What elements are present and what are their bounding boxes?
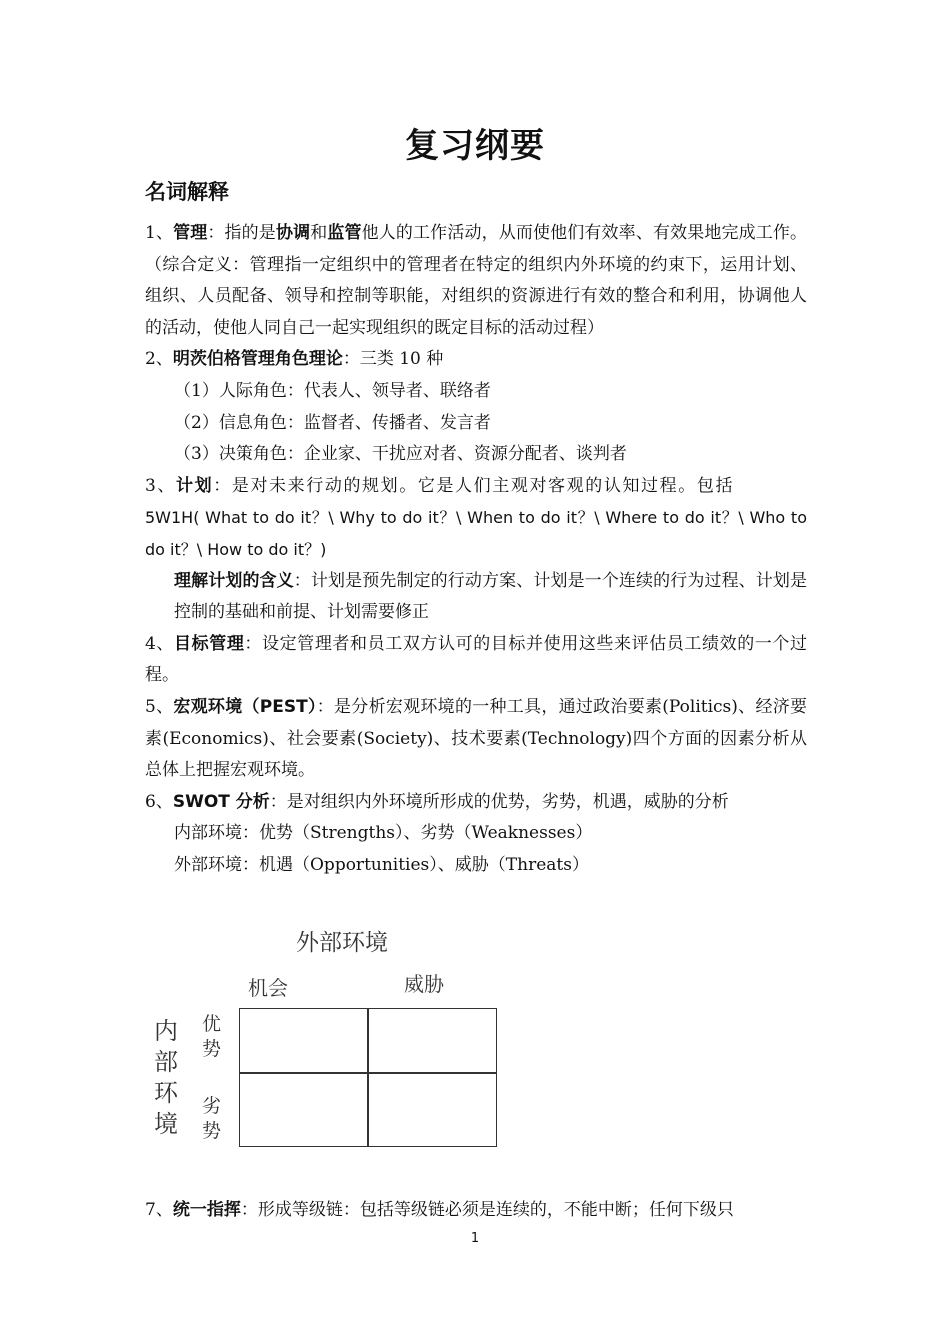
item-5-term: 宏观环境（PEST） [173, 696, 317, 717]
item-1-bold-a: 协调 [275, 223, 311, 243]
swot-row-weakness: 劣势 [202, 1095, 222, 1142]
item-4-text: 设定管理者和员工双方认可的目标并使用这些来评估员工绩效的一个过程。 [145, 633, 808, 686]
item-6-colon: ： [269, 791, 287, 812]
swot-top-label: 外部环境 [296, 930, 388, 956]
item-2-text: 三类 10 种 [359, 349, 444, 370]
item-2-sub-2: （2）信息角色：监督者、传播者、发言者 [174, 412, 491, 433]
item-1-term: 管理 [173, 223, 208, 243]
item-1-bold-b: 监管 [327, 223, 362, 243]
item-5-colon: ： [316, 696, 335, 717]
item-3-text: 是对未来行动的规划。它是人们主观对客观的认知过程。包括 [231, 475, 735, 496]
item-6-sub-1: 内部环境：优势（Strengths）、劣势（Weaknesses） [174, 823, 593, 844]
swot-row-strength: 优势 [202, 1013, 222, 1060]
swot-col-opportunity: 机会 [248, 976, 288, 1000]
swot-grid-divider-horizontal [240, 1072, 496, 1074]
swot-side-label: 内部环境 [154, 1017, 178, 1138]
item-5-text: 是分析宏观环境的一种工具，通过政治要素(Politics)、经济要素(Economics)、社会要素(Society)、技术要素(Technology)四个方面的因素分析从总体上把握宏观环境。 [145, 696, 808, 781]
item-2-paragraph [145, 344, 807, 376]
page-number: 1 [470, 1231, 480, 1246]
item-1-text-c: 他人的工作活动，从而使他们有效率、有效果地完成工作。（综合定义：管理指一定组织中的管理者在特定的组织内外环境的约束下，运用计划、组织、人员配备、领导和控制等职能，对组织的资源进行有效的整合和利用，协调他人的活动，使他人同自己一起实现组织的既定目标的活动过程） [145, 223, 808, 338]
item-7-number: 7、 [145, 1200, 173, 1220]
item-4-number: 4、 [145, 633, 175, 654]
item-6-paragraph [145, 787, 807, 819]
swot-diagram [150, 924, 510, 1159]
item-7-text: 形成等级链：包括等级链必须是连续的，不能中断；任何下级只 [257, 1200, 734, 1220]
page-title: 复习纲要 [405, 126, 545, 166]
section-heading: 名词解释 [145, 180, 229, 204]
body-content [145, 218, 807, 881]
item-3-sub-text: 计划是预先制定的行动方案、计划是一个连续的行为过程、计划是控制的基础和前提、计划需要修正 [174, 570, 808, 623]
item-3-sub-paragraph [145, 566, 807, 629]
item-3-sub-colon: ： [293, 570, 311, 591]
item-7-term: 统一指挥 [172, 1200, 241, 1220]
item-1-colon: ： [207, 223, 225, 243]
item-6-term: SWOT 分析 [172, 791, 270, 812]
item-1-text-a: 指的是 [224, 223, 276, 243]
item-2-colon: ： [342, 349, 360, 370]
swot-grid-divider-vertical [367, 1009, 369, 1146]
item-6-text: 是对组织内外环境所形成的优势，劣势，机遇，威胁的分析 [286, 791, 729, 812]
item-3-5w1h: 5W1H( What to do it？\ Why to do it？\ When to do it？\ Where to do it？\ Who to do it？\ How to do it？) [145, 508, 807, 559]
item-3-paragraph [145, 471, 807, 503]
item-7-colon: ： [240, 1200, 258, 1220]
item-3-term: 计划 [176, 475, 214, 496]
item-4-colon: ： [244, 633, 263, 654]
item-2-sub-3: （3）决策角色：企业家、干扰应对者、资源分配者、谈判者 [174, 444, 627, 465]
item-4-term: 目标管理 [174, 633, 245, 654]
item-1-number: 1、 [145, 223, 174, 243]
item-2-term: 明茨伯格管理角色理论 [172, 349, 343, 370]
item-2-sub-1: （1）人际角色：代表人、领导者、联络者 [174, 380, 491, 401]
item-6-number: 6、 [145, 791, 173, 812]
swot-grid [239, 1008, 497, 1147]
item-1-text-b: 和 [310, 223, 328, 243]
item-6-sub-2: 外部环境：机遇（Opportunities）、威胁（Threats） [174, 854, 589, 875]
item-2-number: 2、 [145, 349, 173, 370]
item-3-colon: ： [213, 475, 232, 496]
item-4-paragraph [145, 629, 807, 692]
item-3-sub-term: 理解计划的含义 [174, 570, 294, 591]
item-5-number: 5、 [145, 696, 174, 717]
swot-col-threat: 威胁 [404, 972, 444, 996]
item-7-paragraph [145, 1195, 807, 1227]
body-content-continued [145, 1195, 807, 1227]
item-3-number: 3、 [145, 475, 177, 496]
item-5-paragraph [145, 692, 807, 787]
item-1-paragraph [145, 218, 807, 344]
